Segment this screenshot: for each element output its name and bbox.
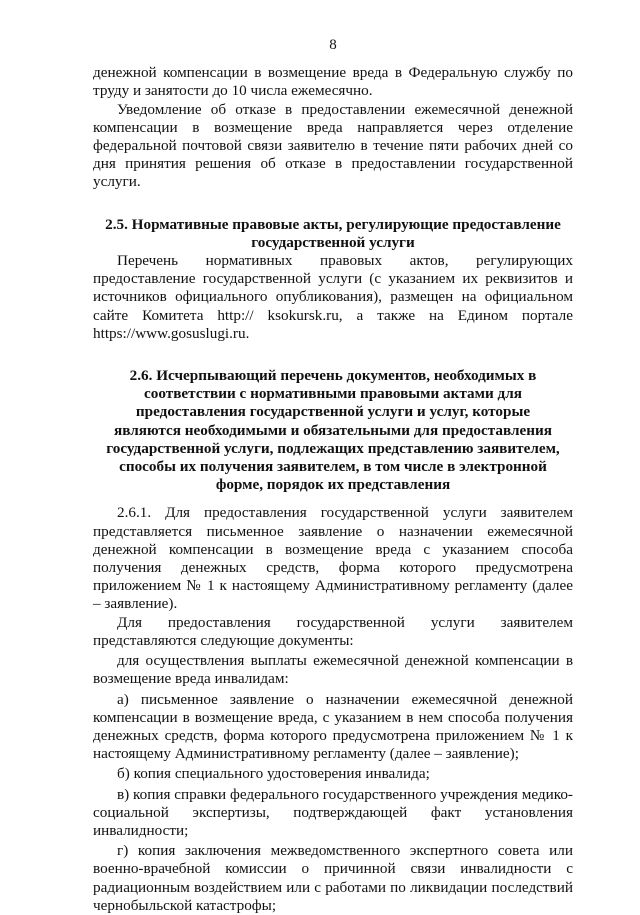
paragraph-continuation: денежной компенсации в возмещение вреда в Федеральную службу по труду и занятости до 10 числа ежемесячно. [93,64,573,100]
section-2-6-heading: 2.6. Исчерпывающий перечень документов, необходимых в соответствии с нормативными правовыми актами для предоставления государственной услуги и услуг, которые являются необходимыми и обязательными для предоставления государственной услуги, подлежащих представлению заявителем, способы их получения заявителем, в том числе в электронной форме, порядок их представления [106,367,560,494]
list-item-g: г) копия заключения межведомственного экспертного совета или военно-врачебной комиссии о причинной связи инвалидности с радиационным воздействием или с работами по ликвидации последствий чернобыльской катастрофы; [93,842,573,914]
list-item-v: в) копия справки федерального государственного учреждения медико-социальной экспертизы, подтверждающей факт установления инвалидности; [93,785,573,839]
document-page [93,36,573,915]
disabled-compensation-paragraph: для осуществления выплаты ежемесячной денежной компенсации в возмещение вреда инвалидам: [93,652,573,688]
paragraph-refusal-notice: Уведомление об отказе в предоставлении ежемесячной денежной компенсации в возмещение вреда направляется через отделение федеральной почтовой связи заявителю в течение пяти рабочих дней со дня принятия решения об отказе в предоставлении государственной услуги. [93,100,573,191]
section-2-5-text: Перечень нормативных правовых актов, регулирующих предоставление государственной услуги (с указанием их реквизитов и источников официального опубликования), размещен на официальном сайте Комитета http:// ksokursk.ru, а также на Едином портале https://www.gosuslugi.ru. [93,252,573,342]
page-number: 8 [329,37,337,53]
section-2-6-1-paragraph: 2.6.1. Для предоставления государственной услуги заявителем представляется письменное заявление о назначении ежемесячной денежной компенсации в возмещение вреда с указанием способа получения денежных средств, форма которого предусмотрена приложением № 1 к настоящему Административному регламенту (далее – заявление). [93,504,573,613]
documents-intro-paragraph: Для предоставления государственной услуги заявителем представляются следующие документы: [93,613,573,649]
section-2-5-heading: 2.5. Нормативные правовые акты, регулирующие предоставление государственной услуги [105,215,561,251]
list-item-b: б) копия специального удостоверения инвалида; [117,765,430,783]
list-item-a: а) письменное заявление о назначении ежемесячной денежной компенсации в возмещение вреда, с указанием в нем способа получения денежных средств, форма которого предусмотрена приложением № 1 к настоящему Административному регламенту (далее – заявление); [93,690,573,763]
